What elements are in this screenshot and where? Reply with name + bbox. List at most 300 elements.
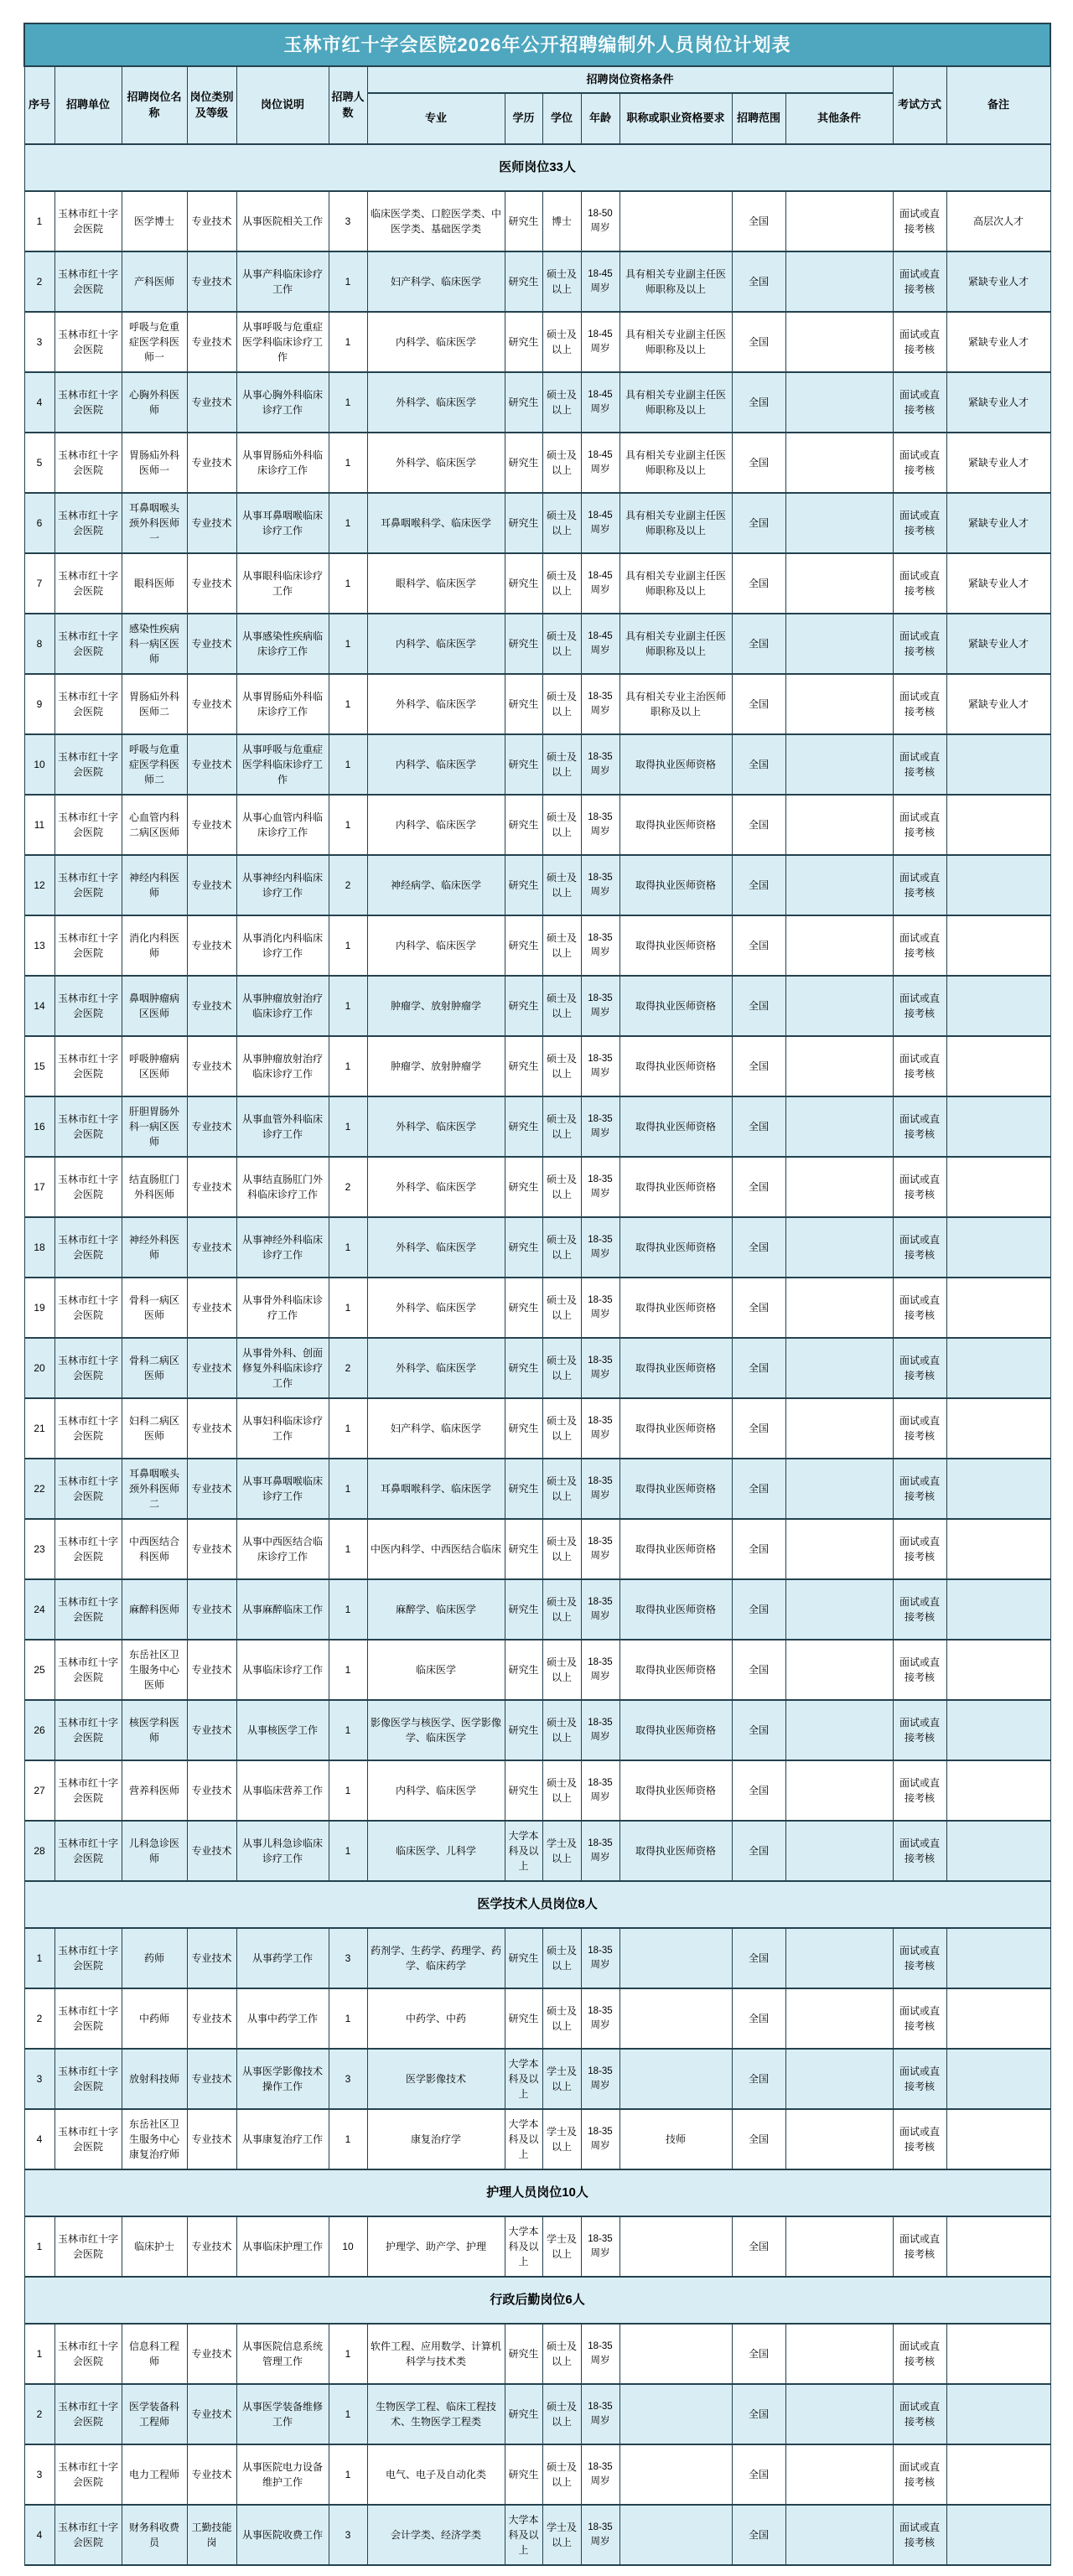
cell-other bbox=[785, 1640, 893, 1700]
table-row bbox=[24, 191, 1050, 251]
cell-scope: 全国 bbox=[732, 2324, 785, 2384]
cell-desc: 从事神经内科临床诊疗工作 bbox=[236, 855, 329, 915]
cell-unit: 玉林市红十字会医院 bbox=[54, 614, 122, 674]
cell-num: 1 bbox=[329, 493, 367, 553]
cell-remark: 紧缺专业人才 bbox=[946, 614, 1050, 674]
cell-degree: 硕士及以上 bbox=[542, 1640, 581, 1700]
cell-unit: 玉林市红十字会医院 bbox=[54, 915, 122, 976]
cell-cat: 专业技术 bbox=[187, 2109, 236, 2169]
cell-unit: 玉林市红十字会医院 bbox=[54, 1217, 122, 1278]
col-header-scope: 招聘范围 bbox=[732, 93, 785, 144]
cell-age: 18-35周岁 bbox=[581, 674, 619, 734]
cell-desc: 从事呼吸与危重症医学科临床诊疗工作 bbox=[236, 312, 329, 372]
table-row bbox=[24, 433, 1050, 493]
cell-seq: 16 bbox=[24, 1096, 54, 1157]
cell-major: 外科学、临床医学 bbox=[367, 1338, 505, 1398]
cell-num: 3 bbox=[329, 2505, 367, 2565]
cell-num: 1 bbox=[329, 1700, 367, 1760]
cell-exam: 面试或直接考核 bbox=[893, 614, 946, 674]
cell-desc: 从事胃肠疝外科临床诊疗工作 bbox=[236, 433, 329, 493]
cell-post: 呼吸肿瘤病区医师 bbox=[122, 1036, 187, 1096]
cell-age: 18-35周岁 bbox=[581, 1821, 619, 1881]
cell-num: 3 bbox=[329, 2049, 367, 2109]
cell-other bbox=[785, 1821, 893, 1881]
cell-major: 耳鼻咽喉科学、临床医学 bbox=[367, 1459, 505, 1519]
cell-remark bbox=[946, 2444, 1050, 2505]
cell-edu: 研究生 bbox=[505, 1217, 542, 1278]
cell-edu: 研究生 bbox=[505, 191, 542, 251]
cell-age: 18-35周岁 bbox=[581, 2216, 619, 2277]
table-row bbox=[24, 1398, 1050, 1459]
cell-unit: 玉林市红十字会医院 bbox=[54, 2216, 122, 2277]
cell-age: 18-45周岁 bbox=[581, 251, 619, 312]
cell-degree: 学士及以上 bbox=[542, 2216, 581, 2277]
cell-scope: 全国 bbox=[732, 191, 785, 251]
cell-cat: 专业技术 bbox=[187, 2049, 236, 2109]
cell-req: 取得执业医师资格 bbox=[619, 795, 732, 855]
cell-desc: 从事结直肠肛门外科临床诊疗工作 bbox=[236, 1157, 329, 1217]
cell-desc: 从事药学工作 bbox=[236, 1928, 329, 1988]
cell-exam: 面试或直接考核 bbox=[893, 191, 946, 251]
cell-num: 1 bbox=[329, 553, 367, 614]
cell-desc: 从事胃肠疝外科临床诊疗工作 bbox=[236, 674, 329, 734]
cell-degree: 学士及以上 bbox=[542, 2505, 581, 2565]
cell-age: 18-35周岁 bbox=[581, 1988, 619, 2049]
cell-remark bbox=[946, 2216, 1050, 2277]
cell-age: 18-35周岁 bbox=[581, 1760, 619, 1821]
cell-req bbox=[619, 2216, 732, 2277]
cell-desc: 从事肿瘤放射治疗临床诊疗工作 bbox=[236, 976, 329, 1036]
cell-age: 18-35周岁 bbox=[581, 734, 619, 795]
cell-remark bbox=[946, 976, 1050, 1036]
cell-unit: 玉林市红十字会医院 bbox=[54, 795, 122, 855]
cell-remark bbox=[946, 1157, 1050, 1217]
cell-age: 18-45周岁 bbox=[581, 553, 619, 614]
cell-edu: 研究生 bbox=[505, 1760, 542, 1821]
cell-exam: 面试或直接考核 bbox=[893, 1096, 946, 1157]
cell-num: 2 bbox=[329, 1338, 367, 1398]
cell-unit: 玉林市红十字会医院 bbox=[54, 976, 122, 1036]
cell-remark bbox=[946, 2324, 1050, 2384]
cell-cat: 专业技术 bbox=[187, 1519, 236, 1579]
cell-unit: 玉林市红十字会医院 bbox=[54, 855, 122, 915]
cell-age: 18-35周岁 bbox=[581, 1217, 619, 1278]
cell-edu: 研究生 bbox=[505, 1988, 542, 2049]
cell-post: 东岳社区卫生服务中心康复治疗师 bbox=[122, 2109, 187, 2169]
cell-seq: 3 bbox=[24, 2049, 54, 2109]
cell-scope: 全国 bbox=[732, 1700, 785, 1760]
cell-seq: 27 bbox=[24, 1760, 54, 1821]
cell-exam: 面试或直接考核 bbox=[893, 2384, 946, 2444]
cell-cat: 专业技术 bbox=[187, 433, 236, 493]
table-row bbox=[24, 795, 1050, 855]
cell-edu: 研究生 bbox=[505, 493, 542, 553]
cell-degree: 硕士及以上 bbox=[542, 1217, 581, 1278]
cell-cat: 专业技术 bbox=[187, 312, 236, 372]
cell-edu: 研究生 bbox=[505, 1157, 542, 1217]
cell-num: 1 bbox=[329, 915, 367, 976]
cell-scope: 全国 bbox=[732, 674, 785, 734]
cell-desc: 从事血管外科临床诊疗工作 bbox=[236, 1096, 329, 1157]
cell-desc: 从事肿瘤放射治疗临床诊疗工作 bbox=[236, 1036, 329, 1096]
cell-scope: 全国 bbox=[732, 734, 785, 795]
cell-unit: 玉林市红十字会医院 bbox=[54, 1036, 122, 1096]
cell-cat: 专业技术 bbox=[187, 795, 236, 855]
cell-major: 麻醉学、临床医学 bbox=[367, 1579, 505, 1640]
cell-scope: 全国 bbox=[732, 312, 785, 372]
cell-major: 内科学、临床医学 bbox=[367, 795, 505, 855]
cell-unit: 玉林市红十字会医院 bbox=[54, 2444, 122, 2505]
table-row bbox=[24, 976, 1050, 1036]
cell-edu: 研究生 bbox=[505, 1278, 542, 1338]
section-label: 行政后勤岗位6人 bbox=[24, 2277, 1050, 2324]
cell-unit: 玉林市红十字会医院 bbox=[54, 2049, 122, 2109]
cell-post: 临床护士 bbox=[122, 2216, 187, 2277]
cell-cat: 专业技术 bbox=[187, 372, 236, 433]
section-label: 医学技术人员岗位8人 bbox=[24, 1881, 1050, 1928]
col-header-cat: 岗位类别及等级 bbox=[187, 66, 236, 144]
cell-post: 心胸外科医师 bbox=[122, 372, 187, 433]
cell-exam: 面试或直接考核 bbox=[893, 2049, 946, 2109]
cell-age: 18-35周岁 bbox=[581, 1157, 619, 1217]
cell-unit: 玉林市红十字会医院 bbox=[54, 312, 122, 372]
cell-seq: 11 bbox=[24, 795, 54, 855]
cell-remark: 紧缺专业人才 bbox=[946, 433, 1050, 493]
cell-exam: 面试或直接考核 bbox=[893, 493, 946, 553]
cell-cat: 专业技术 bbox=[187, 493, 236, 553]
cell-cat: 专业技术 bbox=[187, 1988, 236, 2049]
cell-age: 18-45周岁 bbox=[581, 312, 619, 372]
cell-seq: 7 bbox=[24, 553, 54, 614]
cell-cat: 专业技术 bbox=[187, 1760, 236, 1821]
cell-cat: 专业技术 bbox=[187, 614, 236, 674]
cell-req: 技师 bbox=[619, 2109, 732, 2169]
cell-cat: 专业技术 bbox=[187, 734, 236, 795]
cell-post: 东岳社区卫生服务中心医师 bbox=[122, 1640, 187, 1700]
cell-age: 18-45周岁 bbox=[581, 433, 619, 493]
cell-edu: 大学本科及以上 bbox=[505, 2216, 542, 2277]
cell-num: 1 bbox=[329, 614, 367, 674]
cell-degree: 学士及以上 bbox=[542, 2049, 581, 2109]
cell-major: 外科学、临床医学 bbox=[367, 1217, 505, 1278]
cell-exam: 面试或直接考核 bbox=[893, 1338, 946, 1398]
cell-age: 18-45周岁 bbox=[581, 493, 619, 553]
cell-remark bbox=[946, 1700, 1050, 1760]
cell-other bbox=[785, 493, 893, 553]
cell-remark bbox=[946, 795, 1050, 855]
cell-req: 取得执业医师资格 bbox=[619, 1036, 732, 1096]
cell-other bbox=[785, 674, 893, 734]
cell-edu: 研究生 bbox=[505, 915, 542, 976]
cell-seq: 1 bbox=[24, 2324, 54, 2384]
cell-req bbox=[619, 2324, 732, 2384]
cell-seq: 12 bbox=[24, 855, 54, 915]
cell-age: 18-35周岁 bbox=[581, 1338, 619, 1398]
cell-major: 电气、电子及自动化类 bbox=[367, 2444, 505, 2505]
cell-remark bbox=[946, 1928, 1050, 1988]
cell-major: 临床医学、儿科学 bbox=[367, 1821, 505, 1881]
col-header-req: 职称或职业资格要求 bbox=[619, 93, 732, 144]
cell-desc: 从事妇科临床诊疗工作 bbox=[236, 1398, 329, 1459]
cell-req: 取得执业医师资格 bbox=[619, 1821, 732, 1881]
cell-cat: 专业技术 bbox=[187, 1096, 236, 1157]
cell-num: 2 bbox=[329, 855, 367, 915]
cell-edu: 研究生 bbox=[505, 976, 542, 1036]
cell-major: 药剂学、生药学、药理学、药学、临床药学 bbox=[367, 1928, 505, 1988]
cell-age: 18-35周岁 bbox=[581, 855, 619, 915]
cell-other bbox=[785, 1579, 893, 1640]
cell-num: 1 bbox=[329, 312, 367, 372]
col-header-desc: 岗位说明 bbox=[236, 66, 329, 144]
cell-major: 妇产科学、临床医学 bbox=[367, 1398, 505, 1459]
cell-cat: 专业技术 bbox=[187, 1821, 236, 1881]
cell-desc: 从事医院电力设备维护工作 bbox=[236, 2444, 329, 2505]
cell-req: 具有相关专业副主任医师职称及以上 bbox=[619, 493, 732, 553]
cell-remark bbox=[946, 1036, 1050, 1096]
cell-desc: 从事感染性疾病临床诊疗工作 bbox=[236, 614, 329, 674]
cell-other bbox=[785, 855, 893, 915]
cell-seq: 3 bbox=[24, 2444, 54, 2505]
table-row bbox=[24, 1459, 1050, 1519]
cell-remark: 高层次人才 bbox=[946, 191, 1050, 251]
cell-post: 儿科急诊医师 bbox=[122, 1821, 187, 1881]
cell-degree: 硕士及以上 bbox=[542, 2384, 581, 2444]
cell-num: 3 bbox=[329, 1928, 367, 1988]
cell-age: 18-35周岁 bbox=[581, 1519, 619, 1579]
cell-age: 18-35周岁 bbox=[581, 2384, 619, 2444]
cell-age: 18-35周岁 bbox=[581, 1928, 619, 1988]
cell-exam: 面试或直接考核 bbox=[893, 1278, 946, 1338]
cell-major: 会计学类、经济学类 bbox=[367, 2505, 505, 2565]
cell-edu: 研究生 bbox=[505, 795, 542, 855]
cell-num: 1 bbox=[329, 734, 367, 795]
cell-desc: 从事中药学工作 bbox=[236, 1988, 329, 2049]
cell-major: 神经病学、临床医学 bbox=[367, 855, 505, 915]
cell-remark bbox=[946, 1096, 1050, 1157]
cell-post: 医学装备科工程师 bbox=[122, 2384, 187, 2444]
cell-other bbox=[785, 1760, 893, 1821]
cell-req: 具有相关专业副主任医师职称及以上 bbox=[619, 372, 732, 433]
cell-num: 1 bbox=[329, 2324, 367, 2384]
cell-num: 10 bbox=[329, 2216, 367, 2277]
cell-req bbox=[619, 191, 732, 251]
cell-remark bbox=[946, 2109, 1050, 2169]
cell-remark: 紧缺专业人才 bbox=[946, 553, 1050, 614]
cell-num: 1 bbox=[329, 1036, 367, 1096]
cell-age: 18-35周岁 bbox=[581, 1700, 619, 1760]
cell-degree: 硕士及以上 bbox=[542, 1278, 581, 1338]
table-row bbox=[24, 2109, 1050, 2169]
cell-seq: 28 bbox=[24, 1821, 54, 1881]
table-row bbox=[24, 614, 1050, 674]
cell-desc: 从事心胸外科临床诊疗工作 bbox=[236, 372, 329, 433]
cell-degree: 硕士及以上 bbox=[542, 1988, 581, 2049]
cell-req: 取得执业医师资格 bbox=[619, 1398, 732, 1459]
cell-scope: 全国 bbox=[732, 1217, 785, 1278]
cell-scope: 全国 bbox=[732, 2109, 785, 2169]
cell-major: 妇产科学、临床医学 bbox=[367, 251, 505, 312]
cell-exam: 面试或直接考核 bbox=[893, 1519, 946, 1579]
table-row bbox=[24, 1700, 1050, 1760]
section-label: 医师岗位33人 bbox=[24, 144, 1050, 191]
table-row bbox=[24, 2384, 1050, 2444]
cell-cat: 专业技术 bbox=[187, 1338, 236, 1398]
cell-seq: 24 bbox=[24, 1579, 54, 1640]
cell-degree: 硕士及以上 bbox=[542, 553, 581, 614]
cell-other bbox=[785, 1928, 893, 1988]
cell-exam: 面试或直接考核 bbox=[893, 2505, 946, 2565]
cell-scope: 全国 bbox=[732, 1760, 785, 1821]
cell-age: 18-45周岁 bbox=[581, 614, 619, 674]
cell-remark bbox=[946, 1760, 1050, 1821]
cell-scope: 全国 bbox=[732, 553, 785, 614]
table-row bbox=[24, 372, 1050, 433]
table-row bbox=[24, 1640, 1050, 1700]
cell-scope: 全国 bbox=[732, 1579, 785, 1640]
cell-post: 眼科医师 bbox=[122, 553, 187, 614]
cell-other bbox=[785, 433, 893, 493]
cell-post: 结直肠肛门外科医师 bbox=[122, 1157, 187, 1217]
table-row bbox=[24, 1338, 1050, 1398]
cell-major: 护理学、助产学、护理 bbox=[367, 2216, 505, 2277]
cell-cat: 专业技术 bbox=[187, 251, 236, 312]
cell-remark bbox=[946, 1640, 1050, 1700]
cell-req: 取得执业医师资格 bbox=[619, 976, 732, 1036]
cell-scope: 全国 bbox=[732, 372, 785, 433]
cell-exam: 面试或直接考核 bbox=[893, 795, 946, 855]
cell-req: 具有相关专业主治医师职称及以上 bbox=[619, 674, 732, 734]
cell-degree: 硕士及以上 bbox=[542, 1338, 581, 1398]
section-header-row bbox=[24, 2169, 1050, 2216]
cell-edu: 研究生 bbox=[505, 1096, 542, 1157]
cell-remark bbox=[946, 1338, 1050, 1398]
col-header-major: 专业 bbox=[367, 93, 505, 144]
cell-cat: 专业技术 bbox=[187, 1398, 236, 1459]
cell-req: 具有相关专业副主任医师职称及以上 bbox=[619, 553, 732, 614]
cell-major: 临床医学类、口腔医学类、中医学类、基础医学类 bbox=[367, 191, 505, 251]
cell-exam: 面试或直接考核 bbox=[893, 2324, 946, 2384]
cell-unit: 玉林市红十字会医院 bbox=[54, 1760, 122, 1821]
col-header-exam: 考试方式 bbox=[893, 66, 946, 144]
cell-degree: 学士及以上 bbox=[542, 1821, 581, 1881]
cell-edu: 研究生 bbox=[505, 2324, 542, 2384]
cell-cat: 专业技术 bbox=[187, 1640, 236, 1700]
col-header-age: 年龄 bbox=[581, 93, 619, 144]
cell-other bbox=[785, 1217, 893, 1278]
cell-degree: 硕士及以上 bbox=[542, 976, 581, 1036]
cell-remark bbox=[946, 855, 1050, 915]
table-row bbox=[24, 1928, 1050, 1988]
cell-num: 1 bbox=[329, 1760, 367, 1821]
cell-req: 取得执业医师资格 bbox=[619, 1459, 732, 1519]
cell-other bbox=[785, 553, 893, 614]
cell-degree: 学士及以上 bbox=[542, 2109, 581, 2169]
cell-req bbox=[619, 2505, 732, 2565]
cell-age: 18-35周岁 bbox=[581, 1398, 619, 1459]
cell-age: 18-35周岁 bbox=[581, 1459, 619, 1519]
col-header-other: 其他条件 bbox=[785, 93, 893, 144]
cell-desc: 从事耳鼻咽喉临床诊疗工作 bbox=[236, 1459, 329, 1519]
cell-other bbox=[785, 1519, 893, 1579]
recruitment-table bbox=[23, 23, 1051, 2566]
cell-req: 取得执业医师资格 bbox=[619, 1096, 732, 1157]
cell-unit: 玉林市红十字会医院 bbox=[54, 191, 122, 251]
cell-age: 18-35周岁 bbox=[581, 1036, 619, 1096]
cell-scope: 全国 bbox=[732, 1338, 785, 1398]
cell-degree: 硕士及以上 bbox=[542, 493, 581, 553]
cell-edu: 研究生 bbox=[505, 251, 542, 312]
cell-other bbox=[785, 1096, 893, 1157]
cell-other bbox=[785, 2216, 893, 2277]
cell-exam: 面试或直接考核 bbox=[893, 1821, 946, 1881]
cell-desc: 从事耳鼻咽喉临床诊疗工作 bbox=[236, 493, 329, 553]
cell-degree: 硕士及以上 bbox=[542, 433, 581, 493]
cell-unit: 玉林市红十字会医院 bbox=[54, 251, 122, 312]
cell-seq: 2 bbox=[24, 1988, 54, 2049]
table-row bbox=[24, 1988, 1050, 2049]
cell-scope: 全国 bbox=[732, 1519, 785, 1579]
cell-cat: 专业技术 bbox=[187, 2324, 236, 2384]
cell-exam: 面试或直接考核 bbox=[893, 674, 946, 734]
cell-exam: 面试或直接考核 bbox=[893, 2444, 946, 2505]
table-row bbox=[24, 1579, 1050, 1640]
cell-age: 18-45周岁 bbox=[581, 372, 619, 433]
cell-cat: 工勤技能岗 bbox=[187, 2505, 236, 2565]
cell-seq: 4 bbox=[24, 2109, 54, 2169]
cell-desc: 从事呼吸与危重症医学科临床诊疗工作 bbox=[236, 734, 329, 795]
cell-seq: 2 bbox=[24, 2384, 54, 2444]
cell-remark bbox=[946, 1988, 1050, 2049]
cell-remark bbox=[946, 1459, 1050, 1519]
cell-req bbox=[619, 2049, 732, 2109]
cell-post: 电力工程师 bbox=[122, 2444, 187, 2505]
cell-remark bbox=[946, 2384, 1050, 2444]
cell-exam: 面试或直接考核 bbox=[893, 1036, 946, 1096]
section-label: 护理人员岗位10人 bbox=[24, 2169, 1050, 2216]
cell-edu: 大学本科及以上 bbox=[505, 2049, 542, 2109]
cell-seq: 8 bbox=[24, 614, 54, 674]
cell-post: 中西医结合科医师 bbox=[122, 1519, 187, 1579]
cell-num: 1 bbox=[329, 976, 367, 1036]
cell-post: 胃肠疝外科医师二 bbox=[122, 674, 187, 734]
cell-edu: 研究生 bbox=[505, 734, 542, 795]
cell-scope: 全国 bbox=[732, 2216, 785, 2277]
cell-exam: 面试或直接考核 bbox=[893, 2109, 946, 2169]
cell-req: 取得执业医师资格 bbox=[619, 1157, 732, 1217]
section-header-row bbox=[24, 1881, 1050, 1928]
cell-major: 外科学、临床医学 bbox=[367, 433, 505, 493]
cell-unit: 玉林市红十字会医院 bbox=[54, 734, 122, 795]
cell-degree: 硕士及以上 bbox=[542, 1459, 581, 1519]
cell-other bbox=[785, 734, 893, 795]
table-row bbox=[24, 1157, 1050, 1217]
cell-unit: 玉林市红十字会医院 bbox=[54, 1398, 122, 1459]
cell-cat: 专业技术 bbox=[187, 1036, 236, 1096]
cell-unit: 玉林市红十字会医院 bbox=[54, 1096, 122, 1157]
cell-edu: 研究生 bbox=[505, 553, 542, 614]
cell-edu: 研究生 bbox=[505, 1338, 542, 1398]
cell-unit: 玉林市红十字会医院 bbox=[54, 1278, 122, 1338]
cell-edu: 大学本科及以上 bbox=[505, 2505, 542, 2565]
cell-seq: 1 bbox=[24, 191, 54, 251]
cell-seq: 6 bbox=[24, 493, 54, 553]
cell-age: 18-35周岁 bbox=[581, 1278, 619, 1338]
cell-post: 信息科工程师 bbox=[122, 2324, 187, 2384]
cell-seq: 20 bbox=[24, 1338, 54, 1398]
cell-exam: 面试或直接考核 bbox=[893, 372, 946, 433]
cell-scope: 全国 bbox=[732, 976, 785, 1036]
cell-exam: 面试或直接考核 bbox=[893, 1700, 946, 1760]
